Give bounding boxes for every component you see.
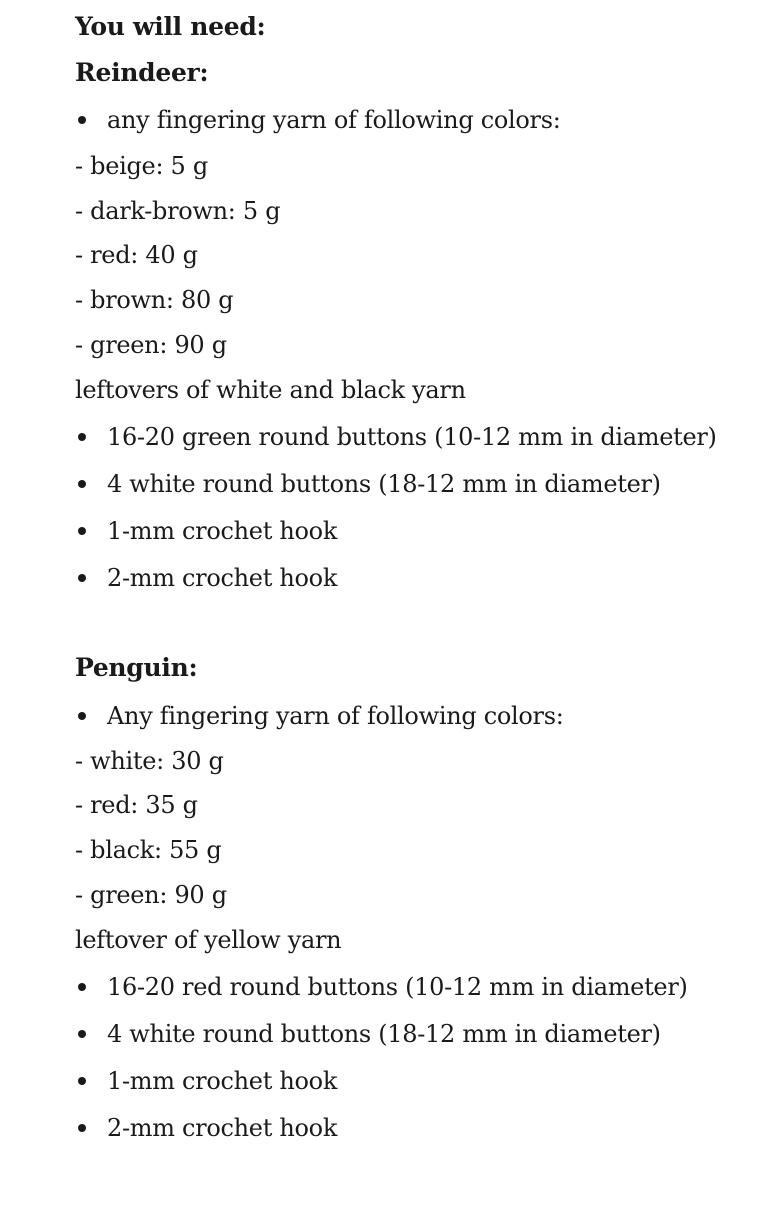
reindeer-color-brown: - brown: 80 g [75, 286, 234, 314]
list-item-text: 16-20 red round buttons (10-12 mm in diameter) [107, 973, 688, 1001]
penguin-yarn-intro: Any fingering yarn of following colors: [107, 702, 564, 730]
bullet-icon [78, 433, 86, 441]
page-title: You will need: [75, 12, 266, 41]
reindeer-item-1mm-hook [75, 516, 337, 546]
bullet-icon [78, 1030, 86, 1038]
reindeer-yarn-intro: any fingering yarn of following colors: [107, 106, 561, 134]
bullet-icon [78, 480, 86, 488]
penguin-color-red: - red: 35 g [75, 791, 198, 819]
penguin-item-white-buttons [75, 1019, 661, 1049]
reindeer-item-2mm-hook [75, 563, 337, 593]
bullet-icon [78, 574, 86, 582]
reindeer-item-green-buttons [75, 422, 717, 452]
reindeer-heading: Reindeer: [75, 58, 209, 87]
bullet-icon [78, 1077, 86, 1085]
penguin-color-white: - white: 30 g [75, 747, 224, 775]
list-item-text: 1-mm crochet hook [107, 517, 338, 545]
list-item-text: 4 white round buttons (18-12 mm in diameter) [107, 1020, 661, 1048]
penguin-color-green: - green: 90 g [75, 881, 227, 909]
bullet-icon [78, 527, 86, 535]
penguin-yarn-item [75, 701, 564, 731]
reindeer-color-beige: - beige: 5 g [75, 152, 208, 180]
penguin-color-black: - black: 55 g [75, 836, 222, 864]
penguin-leftovers: leftover of yellow yarn [75, 926, 342, 954]
list-item-text: 1-mm crochet hook [107, 1067, 338, 1095]
list-item-text: 2-mm crochet hook [107, 1114, 338, 1142]
reindeer-item-white-buttons [75, 469, 661, 499]
list-item-text: 16-20 green round buttons (10-12 mm in diameter) [107, 423, 717, 451]
reindeer-color-green: - green: 90 g [75, 331, 227, 359]
bullet-icon [78, 1124, 86, 1132]
reindeer-yarn-item [75, 105, 561, 135]
bullet-icon [78, 983, 86, 991]
list-item-text: 2-mm crochet hook [107, 564, 338, 592]
list-item-text: 4 white round buttons (18-12 mm in diameter) [107, 470, 661, 498]
reindeer-color-red: - red: 40 g [75, 241, 198, 269]
penguin-item-1mm-hook [75, 1066, 337, 1096]
penguin-item-2mm-hook [75, 1113, 337, 1143]
penguin-item-red-buttons [75, 972, 688, 1002]
bullet-icon [78, 712, 86, 720]
penguin-heading: Penguin: [75, 653, 198, 682]
bullet-icon [78, 116, 86, 124]
reindeer-color-dark-brown: - dark-brown: 5 g [75, 197, 281, 225]
reindeer-leftovers: leftovers of white and black yarn [75, 376, 466, 404]
